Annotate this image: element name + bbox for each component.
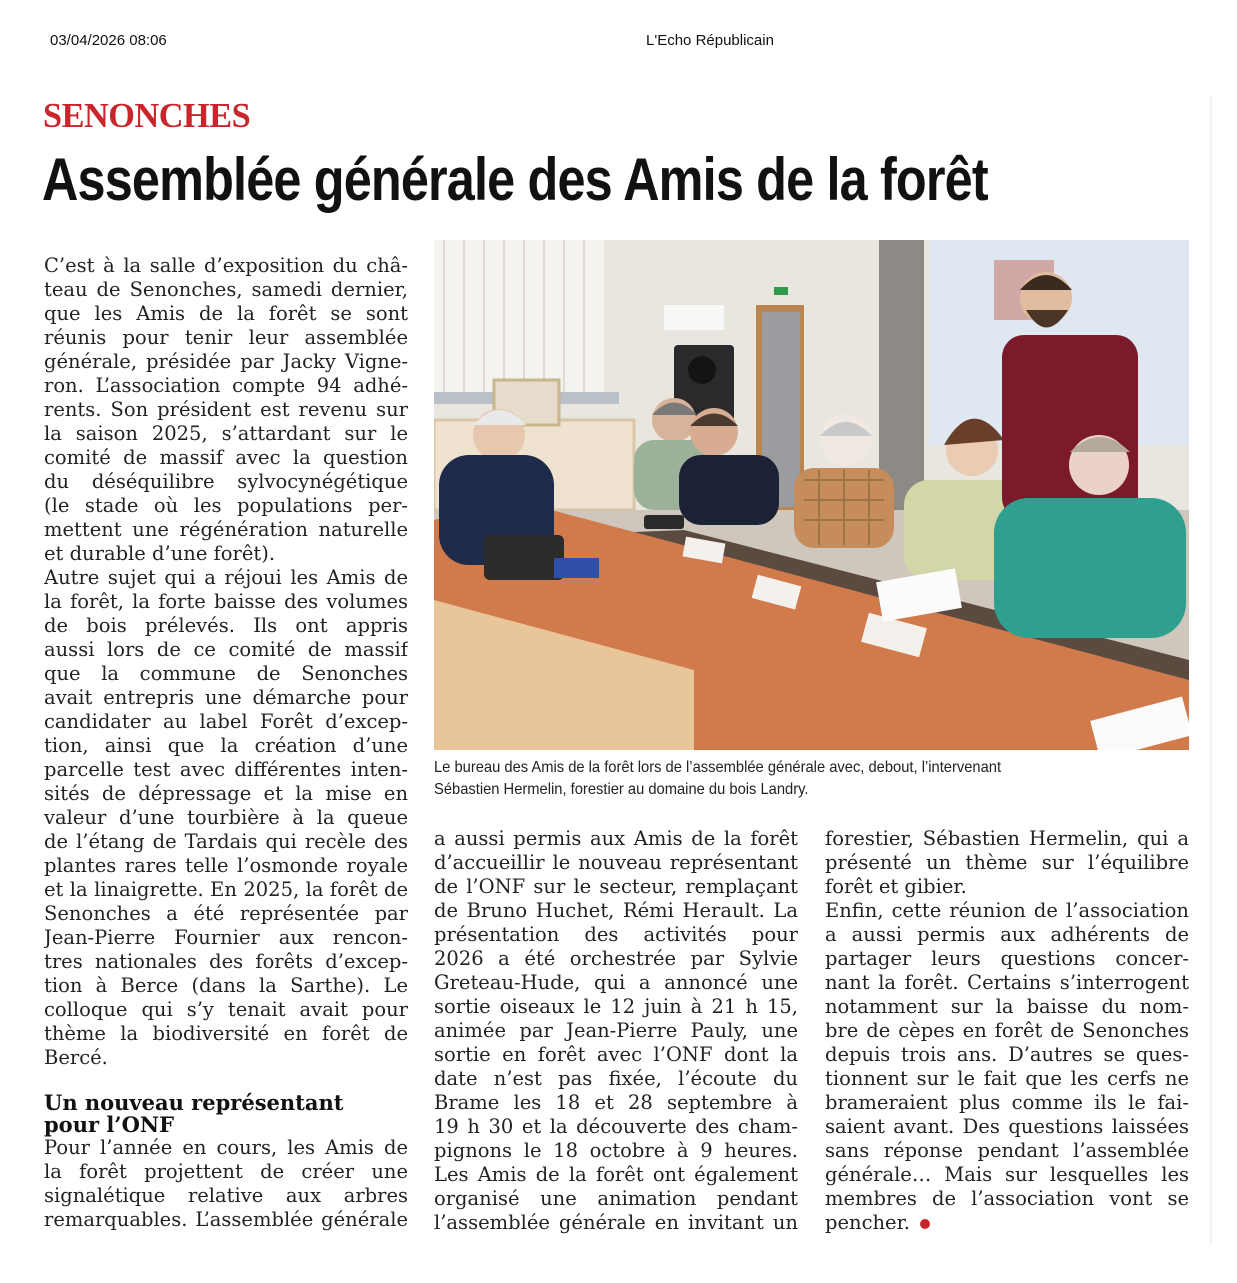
print-source: L'Echo Républicain xyxy=(646,32,774,49)
text-line: membres de l’association vont se xyxy=(825,1187,1189,1210)
text-line: candidater au label Forêt d’excep- xyxy=(44,710,408,733)
text-line: Greteau-Hude, qui a annoncé une xyxy=(434,971,798,994)
text-line: tionnent sur le fait que les cerfs ne xyxy=(825,1067,1189,1090)
text-line: sortie en forêt avec l’ONF dont la xyxy=(434,1043,798,1066)
text-line: réunis pour tenir leur assemblée xyxy=(44,326,408,349)
text-line: la saison 2025, s’attardant sur le xyxy=(44,422,408,445)
text-line: Enfin, cette réunion de l’association xyxy=(825,899,1189,922)
article-column-2 xyxy=(434,827,798,1235)
text-line: Senonches a été représentée par xyxy=(44,902,408,925)
text-line: la forêt, la forte baisse des volumes xyxy=(44,590,408,613)
text-line: du déséquilibre sylvocynégétique xyxy=(44,470,408,493)
text-line: présentation des activités pour xyxy=(434,923,798,946)
text-line: teau de Senonches, samedi dernier, xyxy=(44,278,408,301)
text-line: Autre sujet qui a réjoui les Amis de xyxy=(44,566,408,589)
text-line: 19 h 30 et la découverte des cham- xyxy=(434,1115,798,1138)
text-line: parcelle test avec différentes inten- xyxy=(44,758,408,781)
column-1-paragraphs-b xyxy=(44,1136,408,1232)
text-line: animée par Jean-Pierre Pauly, une xyxy=(434,1019,798,1042)
text-line: (le stade où les populations per- xyxy=(44,494,408,517)
text-line: C’est à la salle d’exposition du châ- xyxy=(44,254,408,277)
text-line: partager leurs questions concer- xyxy=(825,947,1189,970)
text-line: tion à Berce (dans la Sarthe). Le xyxy=(44,974,408,997)
text-line: a aussi permis aux Amis de la forêt xyxy=(434,827,798,850)
text-line: bre de cèpes en forêt de Senonches xyxy=(825,1019,1189,1042)
page-edge-divider xyxy=(1210,95,1212,1245)
text-line: de Bruno Huchet, Rémi Herault. La xyxy=(434,899,798,922)
text-line: forestier, Sébastien Hermelin, qui a xyxy=(825,827,1189,850)
text-line: tion, ainsi que la création d’une xyxy=(44,734,408,757)
print-date: 03/04/2026 08:06 xyxy=(50,32,167,49)
text-line: générale, présidée par Jacky Vigne- xyxy=(44,350,408,373)
text-line: organisé une animation pendant xyxy=(434,1187,798,1210)
meeting-photo-icon xyxy=(434,240,1189,750)
subheading-line: Un nouveau représentant xyxy=(44,1090,344,1115)
article-subheading xyxy=(44,1092,408,1136)
caption-line: Sébastien Hermelin, forestier au domaine du bois Landry. xyxy=(434,781,809,798)
text-line: colloque qui s’y tenait avait pour xyxy=(44,998,408,1021)
text-line: que la commune de Senonches xyxy=(44,662,408,685)
article-photo xyxy=(434,240,1189,750)
text-line: Brame les 18 et 28 septembre à xyxy=(434,1091,798,1114)
text-line: générale… Mais sur lesquelles les xyxy=(825,1163,1189,1186)
text-line: sités de dépressage et la mise en xyxy=(44,782,408,805)
article-column-3 xyxy=(825,827,1189,1235)
text-line: pencher. xyxy=(825,1211,1189,1235)
text-line: Pour l’année en cours, les Amis de xyxy=(44,1136,408,1159)
text-line: présenté un thème sur l’équilibre xyxy=(825,851,1189,874)
text-line: Jean-Pierre Fournier aux rencon- xyxy=(44,926,408,949)
text-line: Bercé. xyxy=(44,1046,108,1069)
text-line: depuis trois ans. D’autres se ques- xyxy=(825,1043,1189,1066)
text-line: remarquables. L’assemblée générale xyxy=(44,1208,408,1231)
text-line: la forêt projettent de créer une xyxy=(44,1160,408,1183)
text-line: et la linaigrette. En 2025, la forêt de xyxy=(44,878,408,901)
text-line: tres nationales des forêts d’excep- xyxy=(44,950,408,973)
text-line: brameraient plus comme ils le fai- xyxy=(825,1091,1189,1114)
text-line: pignons le 18 octobre à 9 heures. xyxy=(434,1139,798,1162)
end-of-article-dot-icon xyxy=(920,1219,930,1229)
text-line: d’accueillir le nouveau représentant xyxy=(434,851,798,874)
photo-caption xyxy=(434,757,1001,801)
text-line: ron. L’association compte 94 adhé- xyxy=(44,374,408,397)
text-line: avait entrepris une démarche pour xyxy=(44,686,408,709)
text-line: et durable d’une forêt). xyxy=(44,542,276,565)
subheading-line: pour l’ONF xyxy=(44,1112,175,1137)
text-line: date n’est pas fixée, l’écoute du xyxy=(434,1067,798,1090)
column-1-paragraphs xyxy=(44,254,408,1070)
text-line: de l’ONF sur le secteur, remplaçant xyxy=(434,875,798,898)
text-line: l’assemblée générale en invitant un xyxy=(434,1211,798,1234)
text-line: de bois prélevés. Ils ont appris xyxy=(44,614,408,637)
article-headline: Assemblée générale des Amis de la forêt xyxy=(42,146,988,213)
text-line: nant la forêt. Certains s’interrogent xyxy=(825,971,1189,994)
text-line: a aussi permis aux adhérents de xyxy=(825,923,1189,946)
text-line: valeur d’une tourbière à la queue xyxy=(44,806,408,829)
text-line: que les Amis de la forêt se sont xyxy=(44,302,408,325)
text-line: thème la biodiversité en forêt de xyxy=(44,1022,408,1045)
text-line: rents. Son président est revenu sur xyxy=(44,398,408,421)
text-line: Les Amis de la forêt ont également xyxy=(434,1163,798,1186)
text-line: saient avant. Des questions laissées xyxy=(825,1115,1189,1138)
text-line: mettent une régénération naturelle xyxy=(44,518,408,541)
article-kicker: SENONCHES xyxy=(43,96,251,135)
text-line: sortie oiseaux le 12 juin à 21 h 15, xyxy=(434,995,798,1018)
text-line: forêt et gibier. xyxy=(825,875,967,898)
text-line: aussi lors de ce comité de massif xyxy=(44,638,408,661)
text-line: 2026 a été orchestrée par Sylvie xyxy=(434,947,798,970)
text-line: comité de massif avec la question xyxy=(44,446,408,469)
text-line: notamment sur la baisse du nom- xyxy=(825,995,1189,1018)
text-line: plantes rares telle l’osmonde royale xyxy=(44,854,408,877)
text-line: de l’étang de Tardais qui recèle des xyxy=(44,830,408,853)
article-column-1 xyxy=(44,254,408,1232)
text-line: signalétique relative aux arbres xyxy=(44,1184,408,1207)
text-line: sans réponse pendant l’assemblée xyxy=(825,1139,1189,1162)
caption-line: Le bureau des Amis de la forêt lors de l’assemblée générale avec, debout, l’intervenant xyxy=(434,759,1002,776)
